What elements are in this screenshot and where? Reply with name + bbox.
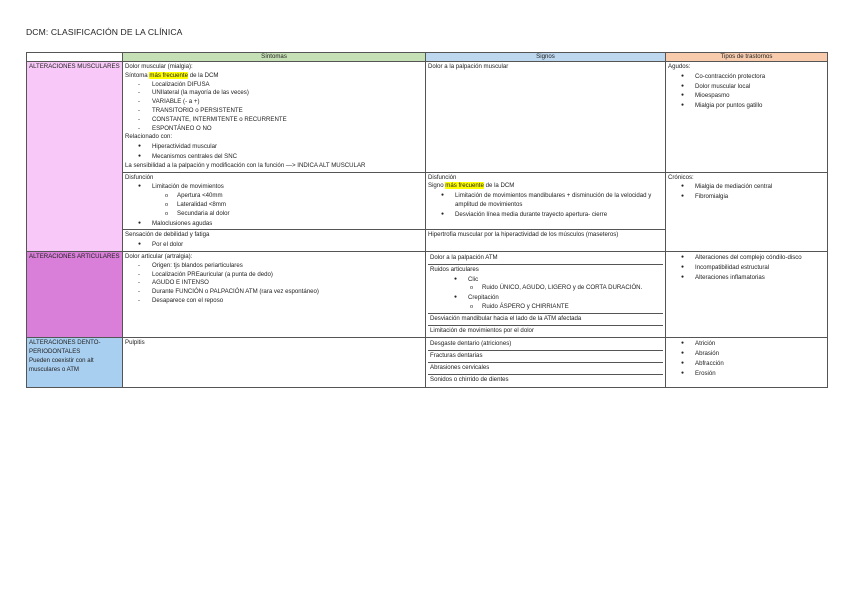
- dash-item: - Origen: tjs blandos periarticulares: [138, 261, 243, 269]
- sub-bullet-item: [125, 210, 423, 219]
- text-line: Relacionado con:: [125, 133, 173, 141]
- dash-text: Localización DIFUSA: [152, 80, 210, 88]
- bullet-icon: ●: [681, 273, 685, 280]
- text-line: Sensación de debilidad y fatiga: [125, 231, 210, 239]
- circle-bullet-icon: o: [470, 285, 474, 292]
- dash-item: - UNIlateral (la mayoría de las veces): [138, 89, 249, 97]
- dash-text: TRANSITORIO o PERSISTENTE: [152, 106, 243, 114]
- bullet-text: Mioespasmo: [695, 92, 730, 100]
- signo-palpacion-atm: Dolor a la palpación ATM: [428, 253, 663, 265]
- row-dento: [27, 338, 828, 387]
- signo-fracturas: Fracturas dentarias: [428, 351, 663, 363]
- bullet-item: [668, 192, 825, 202]
- bullet-item: [430, 293, 661, 303]
- text-fragment: Signo: [428, 182, 446, 190]
- bullet-text: Alteraciones inflamatorias: [695, 273, 765, 281]
- dash-text: Durante FUNCIÓN o PALPACIÓN ATM (rara vez espontáneo): [152, 288, 319, 296]
- bullet-icon: ●: [681, 350, 685, 357]
- signos-palpacion-muscular: [426, 62, 666, 173]
- bullet-text: Crepitación: [468, 294, 499, 302]
- text-line: Dolor articular (artralgia):: [125, 252, 193, 260]
- sub-bullet-item: [125, 201, 423, 210]
- dash-text: VARIABLE (- a +): [152, 98, 200, 106]
- sub-bullet-item: [430, 284, 661, 293]
- bullet-item: [668, 253, 825, 263]
- bullet-item: [668, 359, 825, 369]
- category-dento: [27, 338, 123, 387]
- bullet-text: Atrición: [695, 340, 716, 348]
- bullet-icon: ●: [138, 219, 142, 226]
- bullet-text: Lateralidad <8mm: [177, 200, 226, 208]
- dash-text: Origen: tjs blandos periarticulares: [152, 261, 243, 269]
- text-line: Pulpitis: [125, 339, 145, 347]
- header-row: [27, 53, 828, 62]
- bullet-icon: ●: [138, 143, 142, 150]
- bullet-item: [125, 152, 423, 162]
- dash-item: - Durante FUNCIÓN o PALPACIÓN ATM (rara vez espontáneo): [138, 288, 319, 296]
- sub-bullet-item: [125, 192, 423, 201]
- dash-text: Desaparece con el reposo: [152, 296, 224, 304]
- bullet-icon: ●: [681, 359, 685, 366]
- bullet-icon: ●: [138, 152, 142, 159]
- bullet-text: Secundaria al dolor: [177, 209, 230, 217]
- bullet-item: [428, 210, 663, 220]
- text-line: Disfunción: [428, 173, 457, 181]
- header-tipos: Tipos de trastornos: [666, 53, 828, 62]
- tipos-dento: [666, 338, 828, 387]
- text-fragment: de la DCM: [483, 182, 515, 190]
- tipos-cronicos: [666, 172, 828, 251]
- tipos-agudos: [666, 62, 828, 173]
- bullet-item: [125, 182, 423, 192]
- dash-item: - CONSTANTE, INTERMITENTE o RECURRENTE: [138, 115, 287, 123]
- bullet-text: Abrasión: [695, 350, 720, 358]
- header-sintomas: Síntomas: [123, 53, 426, 62]
- category-line: ALTERACIONES DENTO-: [29, 339, 101, 347]
- bullet-text: Erosión: [695, 369, 716, 377]
- signos-articulares: [426, 251, 666, 337]
- dash-text: AGUDO E INTENSO: [152, 279, 209, 287]
- dash-item: - VARIABLE (- a +): [138, 98, 200, 106]
- bullet-icon: ●: [681, 82, 685, 89]
- signos-dento: [426, 338, 666, 387]
- bullet-item: [668, 101, 825, 111]
- bullet-icon: ●: [681, 263, 685, 270]
- text-line: Hipertrofia muscular por la hiperactividad de los músculos (maseteros): [428, 231, 619, 239]
- text-line: Disfunción: [125, 173, 154, 181]
- sintomas-debilidad: [123, 230, 426, 252]
- bullet-text: Mialgia por puntos gatillo: [695, 102, 763, 110]
- text-line: [125, 72, 423, 81]
- bullet-text: Limitación de movimientos mandibulares + disminución de la velocidad y amplitud de movimientos: [455, 192, 652, 208]
- bullet-text: Mialgia de mediación central: [695, 183, 773, 191]
- document-title: DCM: CLASIFICACIÓN DE LA CLÍNICA: [26, 27, 183, 37]
- row-musculares-a: [27, 62, 828, 173]
- bullet-item: [125, 142, 423, 152]
- bullet-item: [668, 72, 825, 82]
- text-line: [428, 182, 663, 191]
- tipos-articulares: [666, 251, 828, 337]
- bullet-item: [125, 219, 423, 229]
- category-note: musculares o ATM: [29, 365, 80, 373]
- bullet-text: Por el dolor: [152, 241, 184, 249]
- bullet-text: Alteraciones del complejo cóndilo-disco: [695, 253, 802, 261]
- text-fragment: de la DCM: [188, 71, 219, 79]
- bullet-item: [125, 240, 423, 250]
- dash-item: - Desaparece con el reposo: [138, 296, 224, 304]
- sintomas-artralgia: [123, 251, 426, 337]
- signo-desviacion: Desviación mandibular hacia el lado de la ATM afectada: [428, 314, 663, 326]
- text-line: Dolor muscular (mialgia):: [125, 63, 193, 70]
- signo-desgaste: Desgaste dentario (atriciones): [428, 339, 663, 351]
- bullet-text: Limitación de movimientos: [152, 183, 224, 191]
- bullet-icon: ●: [681, 340, 685, 347]
- header-empty: [27, 53, 123, 62]
- category-musculares: ALTERACIONES MUSCULARES: [27, 62, 123, 252]
- bullet-text: Ruido ÁSPERO y CHIRRIANTE: [482, 302, 569, 310]
- sintomas-mialgia: [123, 62, 426, 173]
- clinical-classification-table: [26, 52, 828, 388]
- highlight: más frecuente: [149, 71, 189, 79]
- bullet-item: [668, 273, 825, 283]
- category-line: PERIODONTALES: [29, 348, 81, 356]
- bullet-icon: ●: [454, 294, 458, 301]
- dash-text: ESPONTÁNEO O NO: [152, 124, 212, 132]
- bullet-item: [668, 82, 825, 92]
- dash-item: - AGUDO E INTENSO: [138, 279, 209, 287]
- bullet-item: [428, 191, 663, 210]
- dash-text: CONSTANTE, INTERMITENTE o RECURRENTE: [152, 115, 287, 123]
- bullet-text: Apertura <40mm: [177, 192, 223, 200]
- text-line: Agudos:: [668, 63, 691, 70]
- bullet-icon: ●: [441, 192, 445, 199]
- bullet-item: [668, 349, 825, 359]
- bullet-item: [668, 182, 825, 192]
- text-fragment: Síntoma: [125, 71, 150, 79]
- circle-bullet-icon: o: [165, 210, 169, 217]
- text-line: Crónicos:: [668, 173, 694, 181]
- dash-text: Localización PREauricular (a punta de dedo): [152, 270, 273, 278]
- bullet-icon: ●: [681, 369, 685, 376]
- circle-bullet-icon: o: [165, 201, 169, 208]
- bullet-text: Clic: [468, 275, 479, 283]
- bullet-item: [668, 339, 825, 349]
- bullet-icon: ●: [138, 183, 142, 190]
- category-note: Pueden coexistir con alt: [29, 356, 94, 364]
- category-articulares: ALTERACIONES ARTICULARES: [27, 251, 123, 337]
- sub-bullet-item: [430, 303, 661, 312]
- bullet-text: Fibromialgia: [695, 193, 729, 201]
- bullet-text: Ruido ÚNICO, AGUDO, LIGERO y de CORTA DURACIÓN.: [482, 284, 643, 292]
- dash-item: - ESPONTÁNEO O NO: [138, 124, 212, 132]
- bullet-text: Abfracción: [695, 359, 724, 367]
- bullet-icon: ●: [454, 275, 458, 282]
- row-articulares: [27, 251, 828, 337]
- bullet-item: [668, 91, 825, 101]
- dash-item: - Localización DIFUSA: [138, 80, 210, 88]
- bullet-icon: ●: [681, 193, 685, 200]
- sintomas-pulpitis: [123, 338, 426, 387]
- bullet-icon: ●: [681, 253, 685, 260]
- bullet-item: [668, 263, 825, 273]
- bullet-text: Incompatibilidad estructural: [695, 263, 770, 271]
- bullet-text: Maloclusiones agudas: [152, 219, 213, 227]
- signo-limitacion: Limitación de movimientos por el dolor: [430, 326, 534, 334]
- bullet-icon: ●: [441, 210, 445, 217]
- bullet-text: Desviación línea media durante trayecto apertura- cierre: [455, 210, 608, 218]
- circle-bullet-icon: o: [165, 193, 169, 200]
- sintomas-disfuncion: [123, 172, 426, 230]
- circle-bullet-icon: o: [470, 303, 474, 310]
- dash-text: UNIlateral (la mayoría de las veces): [152, 89, 249, 97]
- bullet-text: Hiperactividad muscular: [152, 143, 218, 151]
- dash-item: - TRANSITORIO o PERSISTENTE: [138, 106, 243, 114]
- bullet-icon: ●: [681, 102, 685, 109]
- signo-ruidos: [428, 265, 663, 314]
- bullet-item: [668, 369, 825, 379]
- bullet-icon: ●: [681, 92, 685, 99]
- text-line: La sensibilidad a la palpación y modificación con la función —> INDICA ALT MUSCULAR: [125, 161, 366, 169]
- signo-abrasiones: Abrasiones cervicales: [428, 363, 663, 375]
- text-line: Dolor a la palpación muscular: [428, 63, 509, 70]
- highlight: más frecuente: [445, 182, 484, 190]
- signos-hipertrofia: [426, 230, 666, 252]
- signos-disfuncion: [426, 172, 666, 230]
- dash-item: - Localización PREauricular (a punta de dedo): [138, 270, 273, 278]
- bullet-text: Dolor muscular local: [695, 82, 751, 90]
- row-musculares-b: [27, 172, 828, 230]
- bullet-icon: ●: [138, 241, 142, 248]
- text-line: Ruidos articulares: [430, 265, 479, 273]
- bullet-icon: ●: [681, 72, 685, 79]
- bullet-text: Mecanismos centrales del SNC: [152, 152, 238, 160]
- header-signos: Signos: [426, 53, 666, 62]
- signo-sonidos: Sonidos o chirrido de dientes: [430, 375, 509, 383]
- bullet-icon: ●: [681, 183, 685, 190]
- bullet-item: [430, 275, 661, 285]
- bullet-text: Co-contracción protectora: [695, 72, 766, 80]
